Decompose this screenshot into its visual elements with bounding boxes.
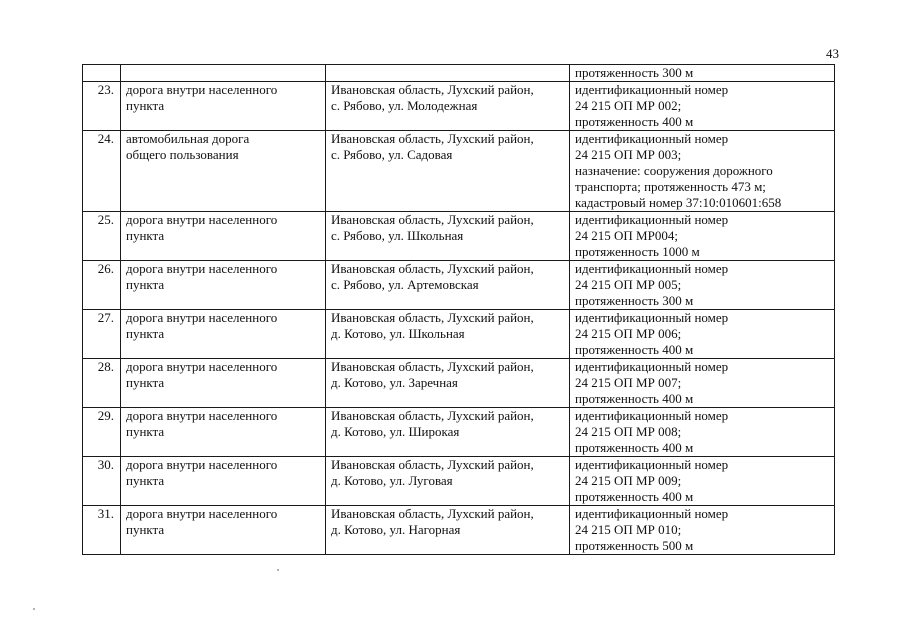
cell-name-line: дорога внутри населенного [126,212,278,227]
table-row [83,457,835,506]
cell-details-line: идентификационный номер [575,408,729,423]
cell-details-line: протяженность 400 м [575,114,694,129]
cell-address [326,359,570,408]
cell-address-line: д. Котово, ул. Заречная [331,375,458,390]
cell-name-line: дорога внутри населенного [126,359,278,374]
cell-number: 27. [83,310,121,359]
cell-details [570,506,835,555]
cell-name-line: пункта [126,522,165,537]
page-number: 43 [826,46,839,61]
cell-address-line: Ивановская область, Лухский район, [331,408,534,423]
cell-name [121,359,326,408]
cell-details-line: идентификационный номер [575,506,729,521]
cell-details-line: протяженность 400 м [575,440,694,455]
cell-address-line: д. Котово, ул. Нагорная [331,522,461,537]
cell-number: 29. [83,408,121,457]
cell-address [326,506,570,555]
cell-details-line: протяженность 400 м [575,342,694,357]
cell-name-line: пункта [126,326,165,341]
cell-address-line: Ивановская область, Лухский район, [331,82,534,97]
cell-details-line: протяженность 300 м [575,65,694,80]
cell-address-line: Ивановская область, Лухский район, [331,506,534,521]
cell-name-line: пункта [126,424,165,439]
cell-details-line: протяженность 300 м [575,293,694,308]
cell-name [121,506,326,555]
cell-address-line: д. Котово, ул. Широкая [331,424,460,439]
cell-address-line: Ивановская область, Лухский район, [331,457,534,472]
cell-address-line: Ивановская область, Лухский район, [331,261,534,276]
cell-address-line: Ивановская область, Лухский район, [331,212,534,227]
cell-details-line: протяженность 500 м [575,538,694,553]
cell-address [326,457,570,506]
registry-table-body [83,65,835,555]
cell-details-line: 24 215 ОП МР 009; [575,473,682,488]
cell-details [570,310,835,359]
cell-name-line: общего пользования [126,147,239,162]
cell-details [570,359,835,408]
cell-name-line: пункта [126,473,165,488]
cell-name [121,82,326,131]
cell-details-line: идентификационный номер [575,82,729,97]
cell-number [83,65,121,82]
cell-address [326,131,570,212]
cell-details-line: идентификационный номер [575,457,729,472]
cell-name-line: дорога внутри населенного [126,408,278,423]
table-row [83,261,835,310]
cell-name-line: пункта [126,375,165,390]
cell-name-line: автомобильная дорога [126,131,250,146]
cell-address-line: с. Рябово, ул. Артемовская [331,277,479,292]
cell-name-line: дорога внутри населенного [126,261,278,276]
cell-number: 30. [83,457,121,506]
cell-details-line: идентификационный номер [575,261,729,276]
cell-details [570,457,835,506]
cell-name [121,408,326,457]
cell-name [121,261,326,310]
cell-address-line: д. Котово, ул. Школьная [331,326,465,341]
cell-address [326,65,570,82]
cell-address [326,408,570,457]
cell-number: 23. [83,82,121,131]
cell-details-line: идентификационный номер [575,212,729,227]
cell-address-line: Ивановская область, Лухский район, [331,131,534,146]
cell-address-line: с. Рябово, ул. Школьная [331,228,464,243]
cell-details-line: 24 215 ОП МР004; [575,228,678,243]
cell-name [121,212,326,261]
cell-number: 25. [83,212,121,261]
cell-details [570,408,835,457]
cell-address-line: Ивановская область, Лухский район, [331,359,534,374]
table-row [83,506,835,555]
cell-details-line: транспорта; протяженность 473 м; [575,179,766,194]
cell-address [326,261,570,310]
cell-address [326,82,570,131]
cell-name-line: дорога внутри населенного [126,82,278,97]
cell-name-line: пункта [126,277,165,292]
cell-address [326,310,570,359]
cell-number: 24. [83,131,121,212]
cell-details-line: 24 215 ОП МР 002; [575,98,682,113]
cell-details [570,131,835,212]
cell-details-line: назначение: сооружения дорожного [575,163,773,178]
cell-details-line: идентификационный номер [575,359,729,374]
road-registry-table [82,64,835,555]
cell-name [121,65,326,82]
cell-details-line: идентификационный номер [575,131,729,146]
scan-speck [33,608,35,610]
table-row [83,359,835,408]
cell-number: 31. [83,506,121,555]
cell-name [121,457,326,506]
table-row [83,212,835,261]
cell-details-line: 24 215 ОП МР 003; [575,147,682,162]
cell-name [121,310,326,359]
cell-name-line: дорога внутри населенного [126,506,278,521]
cell-details-line: идентификационный номер [575,310,729,325]
table-row [83,82,835,131]
cell-details-line: протяженность 400 м [575,489,694,504]
cell-details [570,212,835,261]
cell-address [326,212,570,261]
cell-name-line: дорога внутри населенного [126,457,278,472]
table-row [83,408,835,457]
cell-details-line: 24 215 ОП МР 007; [575,375,682,390]
cell-name [121,131,326,212]
cell-address-line: с. Рябово, ул. Молодежная [331,98,478,113]
cell-name-line: пункта [126,228,165,243]
cell-details [570,261,835,310]
cell-name-line: дорога внутри населенного [126,310,278,325]
table-row [83,131,835,212]
cell-details-line: 24 215 ОП МР 010; [575,522,682,537]
cell-address-line: д. Котово, ул. Луговая [331,473,453,488]
cell-details-line: 24 215 ОП МР 005; [575,277,682,292]
cell-address-line: Ивановская область, Лухский район, [331,310,534,325]
cell-details-line: кадастровый номер 37:10:010601:658 [575,195,782,210]
table-row [83,310,835,359]
cell-name-line: пункта [126,98,165,113]
cell-details-line: 24 215 ОП МР 008; [575,424,682,439]
cell-details-line: протяженность 1000 м [575,244,700,259]
table-row-continuation [83,65,835,82]
cell-details-line: 24 215 ОП МР 006; [575,326,682,341]
cell-details [570,82,835,131]
cell-address-line: с. Рябово, ул. Садовая [331,147,453,162]
cell-details-line: протяженность 400 м [575,391,694,406]
cell-details [570,65,835,82]
cell-number: 26. [83,261,121,310]
cell-number: 28. [83,359,121,408]
scan-speck [277,569,279,571]
